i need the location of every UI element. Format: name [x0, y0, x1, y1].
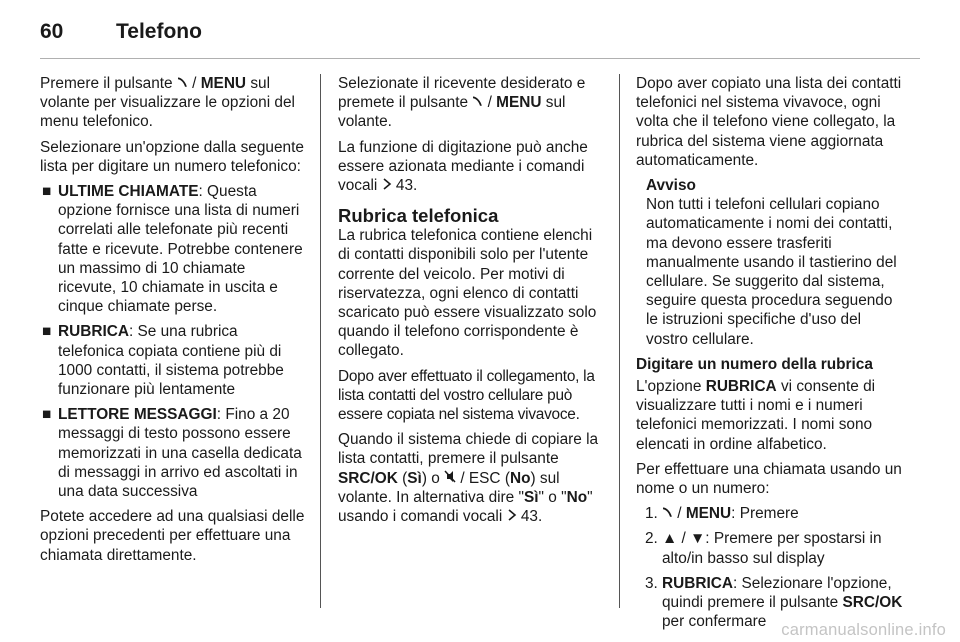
header-rule: [40, 58, 920, 59]
list-item: ■ ULTIME CHIAMATE: Questa opzione fornisce una lista di numeri correlati alle telefonate più recenti fatte e ricevute. Potrebbe contenere un massimo di 10 chiamate ricevute, 10 chiamate in uscita e cinque chiamate perse.: [42, 183, 303, 316]
column-2: [338, 74, 604, 532]
column-3: [636, 74, 904, 637]
up-down-arrow-icon: ▲ / ▼: [662, 530, 706, 548]
list-item: ■ LETTORE MESSAGGI: Fino a 20 messaggi di testo possono essere memorizzati in una casella dedicata di messaggi in arrivo ed ascoltati in una data successiva: [42, 406, 302, 501]
paragraph: Dopo aver effettuato il collegamento, la lista contatti del vostro cellulare può essere copiata nel sistema vivavoce.: [338, 367, 595, 424]
paragraph: Potete accedere ad una qualsiasi delle opzioni precedenti per effettuare una chiamata direttamente.: [40, 508, 305, 564]
notice-title: Avviso: [646, 177, 696, 195]
mute-icon: [444, 470, 456, 483]
page-title: Telefono: [116, 20, 202, 43]
phone-call-icon: [472, 95, 483, 107]
bullet-icon: ■: [42, 183, 52, 201]
paragraph: Per effettuare una chiamata usando un nome o un numero:: [636, 460, 902, 498]
paragraph: Selezionate il ricevente desiderato e premete il pulsante / MENU sul volante.: [338, 75, 586, 131]
subsection-heading: Digitare un numero della rubrica: [636, 355, 873, 373]
bullet-icon: ■: [42, 323, 52, 341]
notice-text: Non tutti i telefoni cellulari copiano automaticamente i nomi dei contatti, ma devono essere trasferiti manualmente usando il tastierino del cellulare. Se suggerito dal sistema, seguire questa procedura seguendo le istruzioni specifiche d'uso del vostro cellulare.: [646, 196, 897, 348]
paragraph: L'opzione RUBRICA vi consente di visualizzare tutti i nomi e i numeri telefonici memorizzati. I nomi sono elencati in ordine alfabetico.: [636, 378, 876, 453]
notice-box: [636, 176, 904, 349]
paragraph: La rubrica telefonica contiene elenchi di contatti disponibili solo per l'utente corrente del veicolo. Per motivi di riservatezza, ogni elenco di contatti scaricato può essere visualizzato solo quando il telefono corrispondente è collegato.: [338, 227, 597, 360]
paragraph: Selezionare un'opzione dalla seguente lista per digitare un numero telefonico:: [40, 138, 304, 175]
phone-call-icon: [177, 76, 188, 88]
paragraph: Quando il sistema chiede di copiare la lista contatti, premere il pulsante SRC/OK (Sì) o / ESC (No) sul volante. In alternativa dire "Sì" o "No" usando i comandi vocali 43.: [338, 431, 599, 526]
page-header: [40, 20, 920, 60]
list-item: 3. RUBRICA: Selezionare l'opzione, quindi premere il pulsante SRC/OK per confermare: [645, 574, 903, 631]
step-number: 2.: [645, 530, 658, 548]
list-item: 1. / MENU: Premere: [645, 505, 799, 523]
section-heading: Rubrica telefonica: [338, 205, 499, 227]
paragraph: Premere il pulsante / MENU sul volante per visualizzare le opzioni del menu telefonico.: [40, 75, 295, 131]
bullet-icon: ■: [42, 406, 52, 424]
paragraph: Dopo aver copiato una lista dei contatti telefonici nel sistema vivavoce, ogni volta che il telefono viene collegato, la rubrica del sistema viene aggiornata automaticamente.: [636, 75, 902, 169]
column-divider-1: [320, 74, 321, 608]
column-divider-2: [619, 74, 620, 608]
phone-call-icon: [662, 506, 673, 518]
paragraph: La funzione di digitazione può anche essere azionata mediante i comandi vocali 43.: [338, 138, 588, 195]
list-item: 2. ▲ / ▼: Premere per spostarsi in alto/in basso sul display: [645, 530, 882, 567]
reference-arrow-icon: [382, 178, 392, 190]
step-number: 1.: [645, 505, 658, 523]
step-number: 3.: [645, 574, 658, 592]
watermark: carmanualsonline.info: [781, 621, 946, 639]
page-number: 60: [40, 20, 64, 43]
reference-arrow-icon: [507, 509, 517, 521]
column-1: [40, 74, 306, 571]
list-item: ■ RUBRICA: Se una rubrica telefonica copiata contiene più di 1000 contatti, il sistema potrebbe funzionare più lentamente: [42, 323, 284, 399]
